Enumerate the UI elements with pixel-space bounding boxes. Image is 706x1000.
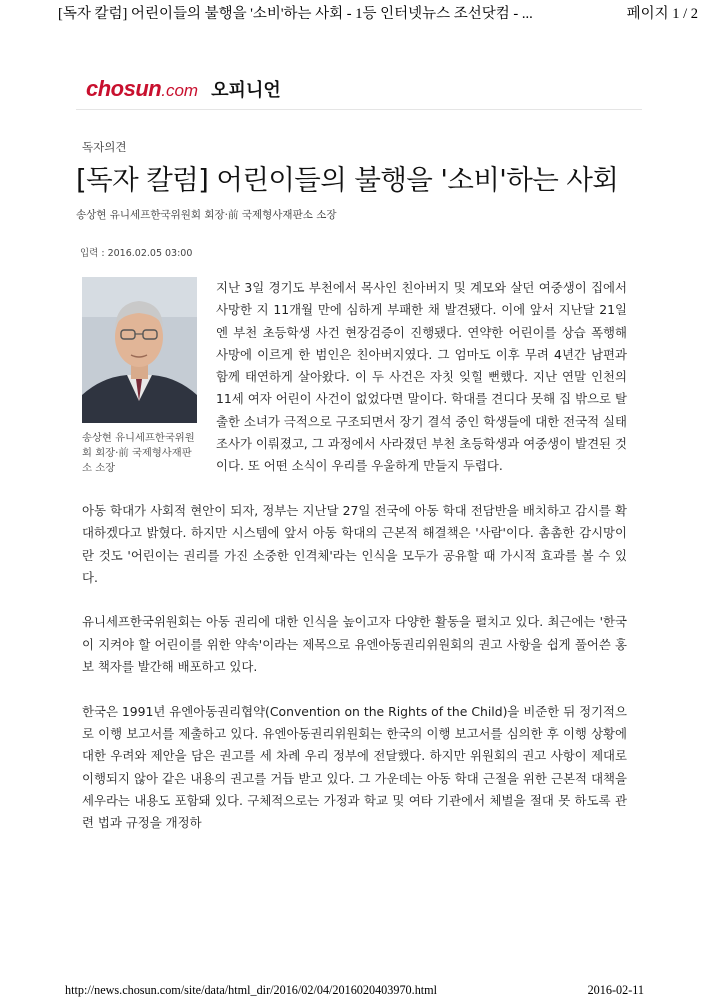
print-page-number: 페이지 1 / 2 <box>626 6 698 22</box>
article-paragraph: 유니세프한국위원회는 아동 권리에 대한 인식을 높이고자 다양한 활동을 펼치고 있다. 최근에는 '한국이 지켜야 할 어린이를 위한 약속'이라는 제목으로 유엔아동권리위원회의 권고 사항을 쉽게 풀어쓴 홍보 책자를 발간해 배포하고 있다. <box>82 614 627 675</box>
print-date: 2016-02-11 <box>587 983 644 997</box>
article-date: 입력 : 2016.02.05 03:00 <box>80 248 193 259</box>
article-byline: 송상현 유니세프한국위원회 회장·前 국제형사재판소 소장 <box>76 209 337 221</box>
photo-float-spacer <box>82 277 216 483</box>
print-header <box>58 2 698 23</box>
print-header-title: [독자 칼럼] 어린이들의 불행을 '소비'하는 사회 - 1등 인터넷뉴스 조선닷컴 - ... <box>58 6 533 22</box>
print-footer <box>65 983 644 998</box>
section-label[interactable]: 오피니언 <box>211 80 281 101</box>
site-brand[interactable] <box>86 76 281 106</box>
article-body <box>82 277 627 857</box>
article-paragraph: 한국은 1991년 유엔아동권리협약(Convention on the Rights of the Child)을 비준한 뒤 정기적으로 이행 보고서를 제출하고 있다. 유엔아동권리위원회는 한국의 이행 보고서를 심의한 후 이행 상황에 대한 우려와 제안을 담은 권고를 세 차례 우리 정부에 전달했다. 하지만 위원회의 권고 사항이 제대로 이행되지 않아 같은 내용의 권고를 거듭 받고 있다. 그 가운데는 아동 학대 근절을 위한 근본적 대책을 세우라는 내용도 포함돼 있다. 구체적으로는 가정과 학교 및 여타 기관에서 체벌을 절대 못 하도록 관련 법과 규정을 개정하 <box>82 703 627 831</box>
chosun-logo[interactable]: chosun <box>86 76 162 101</box>
article-paragraph: 아동 학대가 사회적 현안이 되자, 정부는 지난달 27일 전국에 아동 학대 전담반을 배치하고 감시를 확대하겠다고 밝혔다. 하지만 시스템에 앞서 아동 학대의 근본적 해결책은 '사람'이다. 촘촘한 감시망이란 것도 '어린이는 권리를 가진 소중한 인격체'라는 인식을 모두가 공유할 때 가시적 효과를 볼 수 있다. <box>82 502 627 585</box>
photo-caption: 송상현 유니세프한국위원회 회장·前 국제형사재판소 소장 <box>82 432 195 474</box>
article-paragraph: 지난 3일 경기도 부천에서 목사인 친아버지 및 계모와 살던 여중생이 집에서 사망한 지 11개월 만에 심하게 부패한 채 발견됐다. 이에 앞서 지난달 21일엔 부천 초등학생 사건 현장검증이 진행됐다. 연약한 어린이를 상습 폭행해 사망에 이르게 한 범인은 친아버지였다. 그 엄마도 이후 무려 4년간 남편과 함께 태연하게 살아왔다. 이 두 사건은 자칫 잊힐 뻔했다. 지난 연말 인천의 11세 여자 어린이 사건이 없었다면 말이다. 학대를 견디다 못해 집 밖으로 탈출한 소녀가 극적으로 구조되면서 장기 결석 중인 학생들에 대한 전국적 실태조사가 이뤄졌고, 그 과정에서 사라졌던 부천 초등학생과 여중생이 발견된 것이다. 또 어떤 소식이 우리를 우울하게 만들지 두렵다. <box>216 280 627 474</box>
article-category[interactable]: 독자의견 <box>82 140 127 154</box>
header-divider <box>76 109 642 110</box>
article-url[interactable]: http://news.chosun.com/site/data/html_dir/2016/02/04/2016020403970.html <box>65 983 438 997</box>
article-title: [독자 칼럼] 어린이들의 불행을 '소비'하는 사회 <box>76 164 619 196</box>
chosun-logo-suffix[interactable]: .com <box>161 81 199 100</box>
